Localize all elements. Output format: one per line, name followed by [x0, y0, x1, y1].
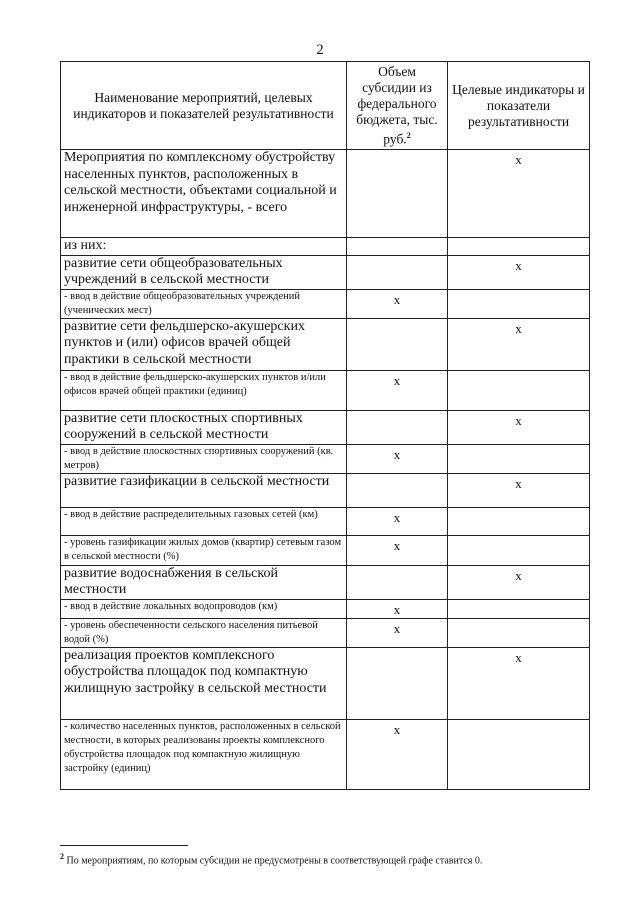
header-indicators-text: Целевые индикаторы и показатели результативности — [452, 81, 585, 129]
measure-name-cell: развитие сети фельдшерско-акушерских пунктов и (или) офисов врачей общей практики в сельской местности — [61, 318, 347, 370]
indicator-cell — [448, 150, 590, 238]
subsidy-cell — [347, 647, 448, 719]
indicator-mark: x — [515, 320, 522, 336]
header-subsidy — [347, 62, 448, 150]
table-row — [61, 507, 590, 535]
subsidy-cell — [347, 507, 448, 535]
subsidy-cell — [347, 318, 448, 370]
subsidy-cell — [347, 238, 448, 256]
indicator-cell — [448, 618, 590, 647]
measure-name-cell: развитие сети общеобразовательных учреждений в сельской местности — [61, 255, 347, 289]
indicator-cell — [448, 238, 590, 256]
header-indicators — [448, 62, 590, 150]
measure-name-cell: - ввод в действие фельдшерско-акушерских пунктов и/или офисов врачей общей практики (единиц) — [61, 370, 347, 410]
table-row — [61, 370, 590, 410]
indicator-cell — [448, 318, 590, 370]
subsidy-mark: x — [393, 372, 401, 388]
measures-table — [60, 61, 590, 790]
measure-name-cell: развитие сети плоскостных спортивных сооружений в сельской местности — [61, 410, 347, 444]
subsidy-cell — [347, 535, 448, 565]
header-measures — [61, 62, 347, 150]
table-row — [61, 150, 590, 238]
subsidy-cell — [347, 565, 448, 599]
indicator-cell — [448, 647, 590, 719]
indicator-cell — [448, 599, 590, 618]
measure-name-cell: - уровень газификации жилых домов (квартир) сетевым газом в сельской местности (%) — [61, 535, 347, 565]
indicator-cell — [448, 719, 590, 789]
footnote-divider — [60, 845, 188, 846]
subsidy-mark: x — [393, 446, 401, 462]
measure-name-cell: - ввод в действие локальных водопроводов (км) — [61, 599, 347, 618]
subsidy-cell — [347, 150, 448, 238]
measure-name-cell: - ввод в действие распределительных газовых сетей (км) — [61, 507, 347, 535]
indicator-cell — [448, 370, 590, 410]
footnote-text: По мероприятиям, по которым субсидии не предусмотрены в соответствующей графе ставится 0. — [66, 855, 483, 867]
indicator-cell — [448, 473, 590, 507]
measure-name-cell: - уровень обеспеченности сельского населения питьевой водой (%) — [61, 618, 347, 647]
table-row — [61, 719, 590, 789]
footnote-ref: 2 — [406, 130, 411, 140]
subsidy-cell — [347, 255, 448, 289]
subsidy-cell — [347, 370, 448, 410]
table-row — [61, 318, 590, 370]
subsidy-cell — [347, 599, 448, 618]
indicator-cell — [448, 444, 590, 473]
page-number: 2 — [316, 42, 324, 58]
measure-name-cell: реализация проектов комплексного обустройства площадок под компактную жилищную застройку в сельской местности — [61, 647, 347, 719]
table-row — [61, 473, 590, 507]
measure-name-cell: Мероприятия по комплексному обустройству населенных пунктов, расположенных в сельской местности, объектами социальной и инженерной инфраструктуры, - всего — [61, 150, 347, 238]
subsidy-mark: x — [393, 721, 401, 737]
table-row — [61, 535, 590, 565]
measure-name-cell: - количество населенных пунктов, расположенных в сельской местности, в которых реализованы проекты комплексного обустройства площадок под компактную жилищную застройку (единиц) — [61, 719, 347, 789]
indicator-cell — [448, 255, 590, 289]
table-row — [61, 647, 590, 719]
indicator-mark: x — [515, 257, 522, 273]
indicator-cell — [448, 289, 590, 318]
table-row — [61, 444, 590, 473]
indicator-cell — [448, 565, 590, 599]
footnote-mark: 2 — [60, 852, 64, 861]
table-row — [61, 565, 590, 599]
subsidy-cell — [347, 289, 448, 318]
indicator-mark: x — [515, 567, 522, 583]
subsidy-mark: x — [393, 509, 401, 525]
indicator-mark: x — [515, 412, 522, 428]
indicator-cell — [448, 507, 590, 535]
indicator-mark: x — [515, 649, 522, 665]
subsidy-mark: x — [393, 291, 401, 307]
indicator-cell — [448, 535, 590, 565]
subsidy-mark: x — [393, 537, 401, 553]
indicator-cell — [448, 410, 590, 444]
table-row — [61, 238, 590, 256]
measure-name-cell: - ввод в действие плоскостных спортивных сооружений (кв. метров) — [61, 444, 347, 473]
subsidy-cell — [347, 719, 448, 789]
indicator-mark: x — [515, 475, 522, 491]
measure-name-cell: из них: — [61, 238, 347, 256]
indicator-mark: x — [515, 152, 522, 167]
subsidy-cell — [347, 444, 448, 473]
table-row — [61, 255, 590, 289]
footnote — [60, 852, 482, 866]
header-subsidy-text: Объем субсидии из федерального бюджета, тыс. руб. — [356, 63, 438, 147]
table-header-row — [61, 62, 590, 150]
subsidy-mark: x — [393, 620, 401, 636]
subsidy-mark: x — [393, 601, 401, 617]
measure-name-cell: - ввод в действие общеобразовательных учреждений (ученических мест) — [61, 289, 347, 318]
subsidy-cell — [347, 618, 448, 647]
subsidy-cell — [347, 473, 448, 507]
measure-name-cell: развитие водоснабжения в сельской местности — [61, 565, 347, 599]
subsidy-cell — [347, 410, 448, 444]
header-measures-text: Наименование мероприятий, целевых индикаторов и показателей результативности — [73, 89, 334, 121]
measure-name-cell: развитие газификации в сельской местности — [61, 473, 347, 507]
table-row — [61, 618, 590, 647]
table-row — [61, 599, 590, 618]
table-row — [61, 410, 590, 444]
table-row — [61, 289, 590, 318]
